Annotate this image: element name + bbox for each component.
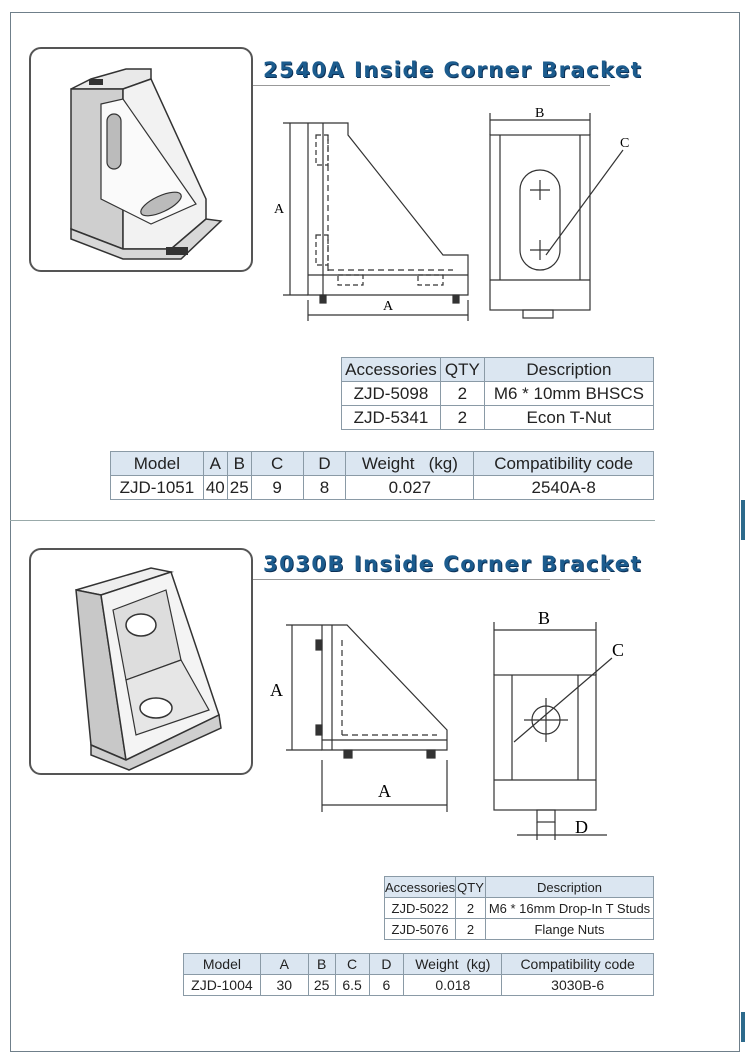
bracket-3030b-illustration xyxy=(31,550,251,773)
accessory-qty: 2 xyxy=(456,919,486,940)
table-header-row xyxy=(342,358,654,382)
table-row xyxy=(184,975,654,996)
spec-weight: 0.018 xyxy=(404,975,502,996)
dim-label-d: D xyxy=(575,817,588,837)
header-compatibility: Compatibility code xyxy=(502,954,654,975)
spec-compatibility: 3030B-6 xyxy=(502,975,654,996)
spec-model: ZJD-1004 xyxy=(184,975,261,996)
accessory-qty: 2 xyxy=(440,382,484,406)
side-view-2540a xyxy=(283,123,468,321)
dim-label-b: B xyxy=(538,608,551,628)
header-c: C xyxy=(335,954,369,975)
dim-label-a-side: A xyxy=(274,202,285,217)
header-weight: Weight (kg) xyxy=(346,452,474,476)
specs-table-3030b xyxy=(183,953,654,996)
accessory-description: M6 * 16mm Drop-In T Studs xyxy=(485,898,653,919)
front-view-2540a xyxy=(490,113,623,318)
header-qty: QTY xyxy=(456,877,486,898)
spec-a: 30 xyxy=(260,975,308,996)
title-underline xyxy=(253,85,610,86)
table-row xyxy=(111,476,654,500)
header-a: A xyxy=(260,954,308,975)
accessories-table-2540a xyxy=(341,357,654,430)
header-description: Description xyxy=(485,877,653,898)
spec-a: 40 xyxy=(203,476,227,500)
header-b: B xyxy=(308,954,335,975)
table-row xyxy=(385,898,654,919)
bracket-2540a-illustration xyxy=(31,49,251,270)
table-header-row xyxy=(385,877,654,898)
dim-label-a-bottom: A xyxy=(378,781,391,801)
header-weight: Weight (kg) xyxy=(404,954,502,975)
header-accessories: Accessories xyxy=(342,358,441,382)
header-d: D xyxy=(303,452,346,476)
spec-compatibility: 2540A-8 xyxy=(474,476,654,500)
section-title: 2540A Inside Corner Bracket xyxy=(263,58,643,82)
accessories-table-3030b xyxy=(384,876,654,940)
spec-c: 6.5 xyxy=(335,975,369,996)
title-underline xyxy=(253,579,610,580)
header-compatibility: Compatibility code xyxy=(474,452,654,476)
spec-c: 9 xyxy=(251,476,303,500)
table-row xyxy=(385,919,654,940)
table-row xyxy=(342,406,654,430)
header-a: A xyxy=(203,452,227,476)
header-qty: QTY xyxy=(440,358,484,382)
spec-b: 25 xyxy=(308,975,335,996)
header-model: Model xyxy=(111,452,204,476)
edge-marker xyxy=(741,500,745,540)
accessory-code: ZJD-5076 xyxy=(385,919,456,940)
section-divider xyxy=(10,520,655,521)
dim-label-a-side: A xyxy=(270,680,283,700)
table-row xyxy=(342,382,654,406)
dim-label-c: C xyxy=(612,640,625,660)
header-model: Model xyxy=(184,954,261,975)
spec-b: 25 xyxy=(227,476,251,500)
dim-label-a-bottom: A xyxy=(383,299,394,314)
spec-weight: 0.027 xyxy=(346,476,474,500)
drawing-3030b xyxy=(262,600,662,850)
accessory-description: Flange Nuts xyxy=(485,919,653,940)
accessory-description: M6 * 10mm BHSCS xyxy=(484,382,653,406)
spec-d: 6 xyxy=(369,975,404,996)
accessory-code: ZJD-5022 xyxy=(385,898,456,919)
spec-d: 8 xyxy=(303,476,346,500)
accessory-code: ZJD-5341 xyxy=(342,406,441,430)
accessory-description: Econ T-Nut xyxy=(484,406,653,430)
table-header-row xyxy=(184,954,654,975)
product-photo-3030b xyxy=(29,548,253,775)
header-d: D xyxy=(369,954,404,975)
product-photo-2540a xyxy=(29,47,253,272)
spec-model: ZJD-1051 xyxy=(111,476,204,500)
header-description: Description xyxy=(484,358,653,382)
header-b: B xyxy=(227,452,251,476)
drawing-2540a xyxy=(268,95,658,325)
accessory-code: ZJD-5098 xyxy=(342,382,441,406)
table-header-row xyxy=(111,452,654,476)
section-title: 3030B Inside Corner Bracket xyxy=(263,552,643,576)
header-c: C xyxy=(251,452,303,476)
header-accessories: Accessories xyxy=(385,877,456,898)
specs-table-2540a xyxy=(110,451,654,500)
accessory-qty: 2 xyxy=(440,406,484,430)
accessory-qty: 2 xyxy=(456,898,486,919)
dim-label-b: B xyxy=(535,106,545,121)
edge-marker xyxy=(741,1012,745,1042)
side-view-3030b xyxy=(286,625,447,812)
dim-label-c: C xyxy=(620,136,630,151)
front-view-3030b xyxy=(494,622,612,840)
